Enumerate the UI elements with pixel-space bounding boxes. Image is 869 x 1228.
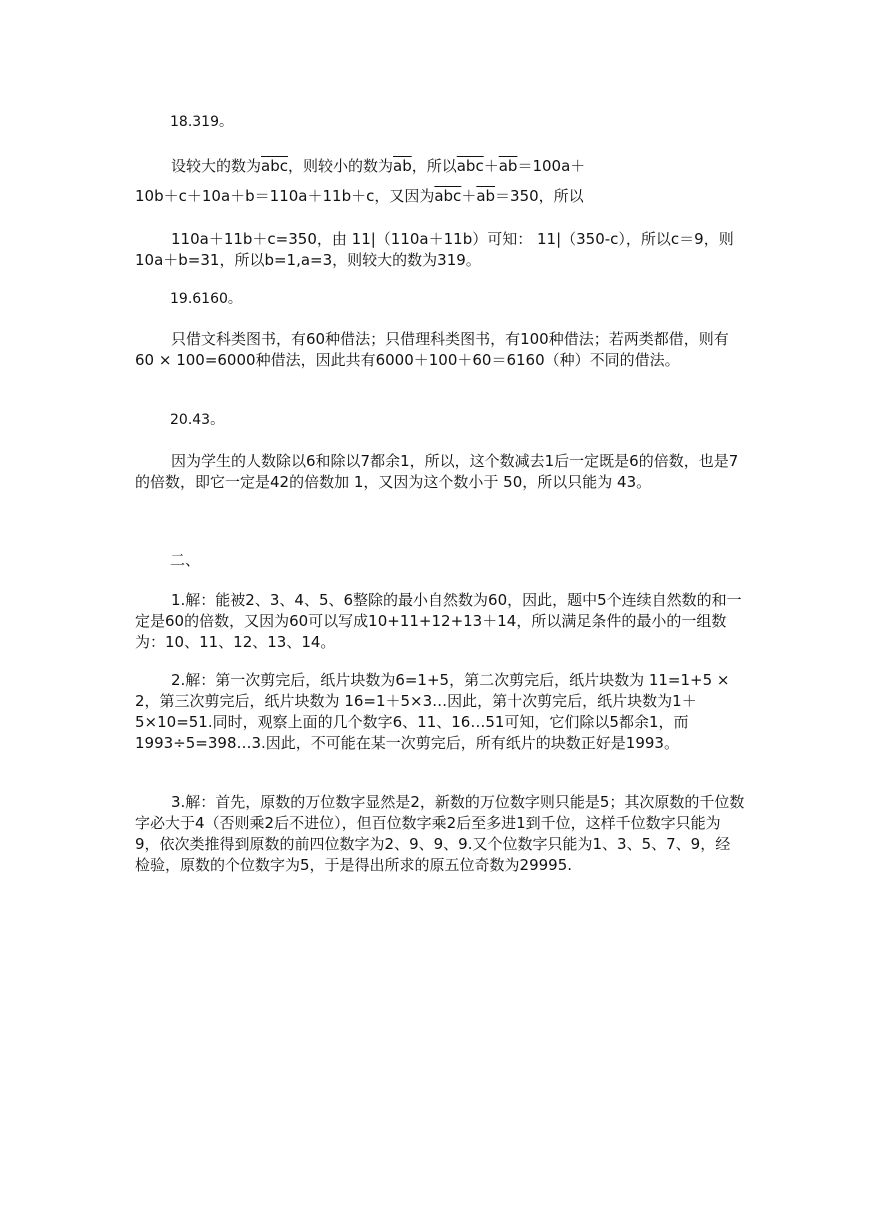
problem-2-solution: 2.解：第一次剪完后，纸片块数为6=1+5，第二次剪完后，纸片块数为 11=1+5 × 2，第三次剪完后，纸片块数为 16=1＋5×3…因此，第十次剪完后，纸片块数为1＋5×10=51.同时，观察上面的几个数字6、11、16…51可知，它们除以5都余1，而1993÷5=398…3.因此，不可能在某一次剪完后，所有纸片的块数正好是1993。 xyxy=(135,671,730,752)
solution-19-paragraph: 只借文科类图书，有60种借法；只借理科类图书，有100种借法；若两类都借，则有60 × 100=6000种借法，因此共有6000＋100＋60＝6160（种）不同的借法。 xyxy=(135,330,729,369)
answer-20-heading: 20.43。 xyxy=(170,412,225,428)
solution-18-line-2: 10b＋c＋10a＋b＝110a＋11b＋c，又因为$\overline{abc}+\overline{ab}=350$，所以 xyxy=(135,187,584,205)
problem-3-solution: 3.解：首先，原数的万位数字显然是2，新数的万位数字则只能是5；其次原数的千位数字必大于4（否则乘2后不进位），但百位数字乘2后至多进1到千位，这样千位数字只能为9，依次类推得到原数的前四位数字为2、9、9、9.又个位数字只能为1、3、5、7、9，经检验，原数的个位数字为5，于是得出所求的原五位奇数为29995. xyxy=(135,793,745,874)
solution-18-line-1: 设较大的数为$\overline{abc}$，则较小的数为$\overline{ab}$，所以$\overline{abc}+\overline{ab}=100a+$ xyxy=(171,157,586,175)
problem-1-solution: 1.解：能被2、3、4、5、6整除的最小自然数为60，因此，题中5个连续自然数的和一定是60的倍数，又因为60可以写成10+11+12+13＋14，所以满足条件的最小的一组数为：10、11、12、13、14。 xyxy=(135,591,742,651)
solution-18-paragraph: 110a＋11b＋c=350，由 11|（110a＋11b）可知： 11|（350-c），所以c＝9，则10a＋b=31，所以b=1,a=3，则较大的数为319。 xyxy=(135,230,734,269)
answer-18-heading: 18.319。 xyxy=(170,114,233,130)
section-2-heading: 二、 xyxy=(170,551,201,569)
solution-20-paragraph: 因为学生的人数除以6和除以7都余1，所以，这个数减去1后一定既是6的倍数，也是7的倍数，即它一定是42的倍数加 1，又因为这个数小于 50，所以只能为 43。 xyxy=(135,452,739,491)
answer-19-heading: 19.6160。 xyxy=(170,291,242,307)
